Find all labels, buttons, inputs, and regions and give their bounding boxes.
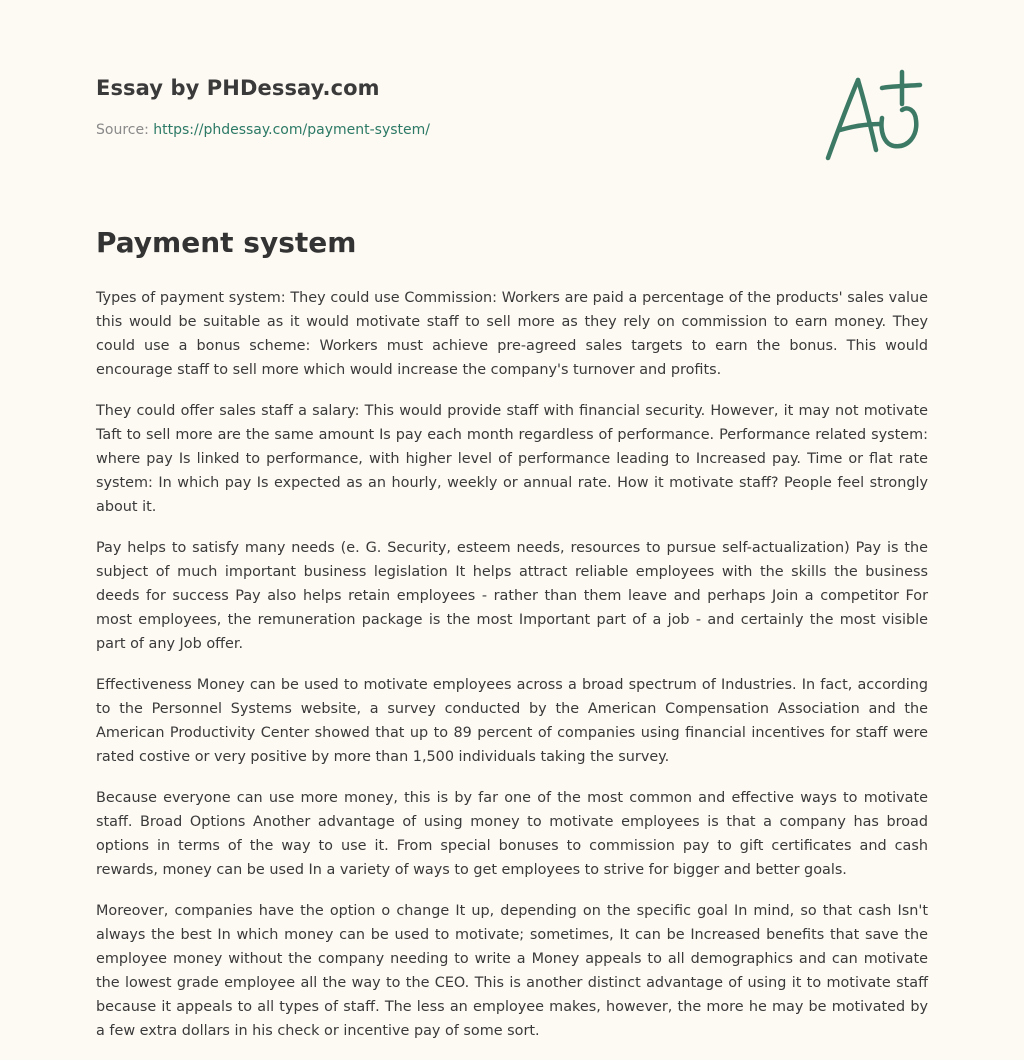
essay-paragraph: Types of payment system: They could use Commission: Workers are paid a percentage of the products' sales value this would be suitable as it would motivate staff to sell more as they rely on commission to earn money. They could use a bonus scheme: Workers must achieve pre-agreed sales targets to earn the bonus. This would encourage staff to sell more which would increase the company's turnover and profits. xyxy=(96,290,928,378)
site-title: Essay by PHDessay.com xyxy=(96,76,380,100)
essay-body xyxy=(96,286,928,1060)
essay-paragraph: Because everyone can use more money, this is by far one of the most common and effective ways to motivate staff. Broad Options Another advantage of using money to motivate employees is that a company has broad options in terms of the way to use it. From special bonuses to commission pay to gift certificates and cash rewards, money can be used In a variety of ways to get employees to strive for bigger and better goals. xyxy=(96,790,928,878)
source-label: Source: xyxy=(96,122,149,138)
essay-title: Payment system xyxy=(96,226,357,259)
essay-paragraph: Effectiveness Money can be used to motivate employees across a broad spectrum of Industries. In fact, according to the Personnel Systems website, a survey conducted by the American Compensation Association and the American Productivity Center showed that up to 89 percent of companies using financial incentives for staff were rated costive or very positive by more than 1,500 individuals taking the survey. xyxy=(96,677,928,765)
essay-paragraph: They could offer sales staff a salary: This would provide staff with financial security. However, it may not motivate Taft to sell more are the same amount Is pay each month regardless of performance. Performance related system: where pay Is linked to performance, with higher level of performance leading to Increased pay. Time or flat rate system: In which pay Is expected as an hourly, weekly or annual rate. How it motivate staff? People feel strongly about it. xyxy=(96,403,928,515)
essay-paragraph: Pay helps to satisfy many needs (e. G. Security, esteem needs, resources to pursue self-actualization) Pay is the subject of much important business legislation It helps attract reliable employees with the skills the business deeds for success Pay also helps retain employees - rather than them leave and perhaps Join a competitor For most employees, the remuneration package is the most Important part of a job - and certainly the most visible part of any Job offer. xyxy=(96,540,928,652)
page-header xyxy=(96,76,430,138)
a-plus-logo-icon xyxy=(820,64,930,168)
essay-paragraph: Moreover, companies have the option o change It up, depending on the specific goal In mind, so that cash Isn't always the best In which money can be used to motivate; sometimes, It can be Increased benefits that save the employee money without the company needing to write a Money appeals to all demographics and can motivate the lowest grade employee all the way to the CEO. This is another distinct advantage of using it to motivate staff because it appeals to all types of staff. The less an employee makes, however, the more he may be motivated by a few extra dollars in his check or incentive pay of some sort. xyxy=(96,903,928,1039)
source-line xyxy=(96,122,430,138)
source-link[interactable]: https://phdessay.com/payment-system/ xyxy=(153,122,430,138)
